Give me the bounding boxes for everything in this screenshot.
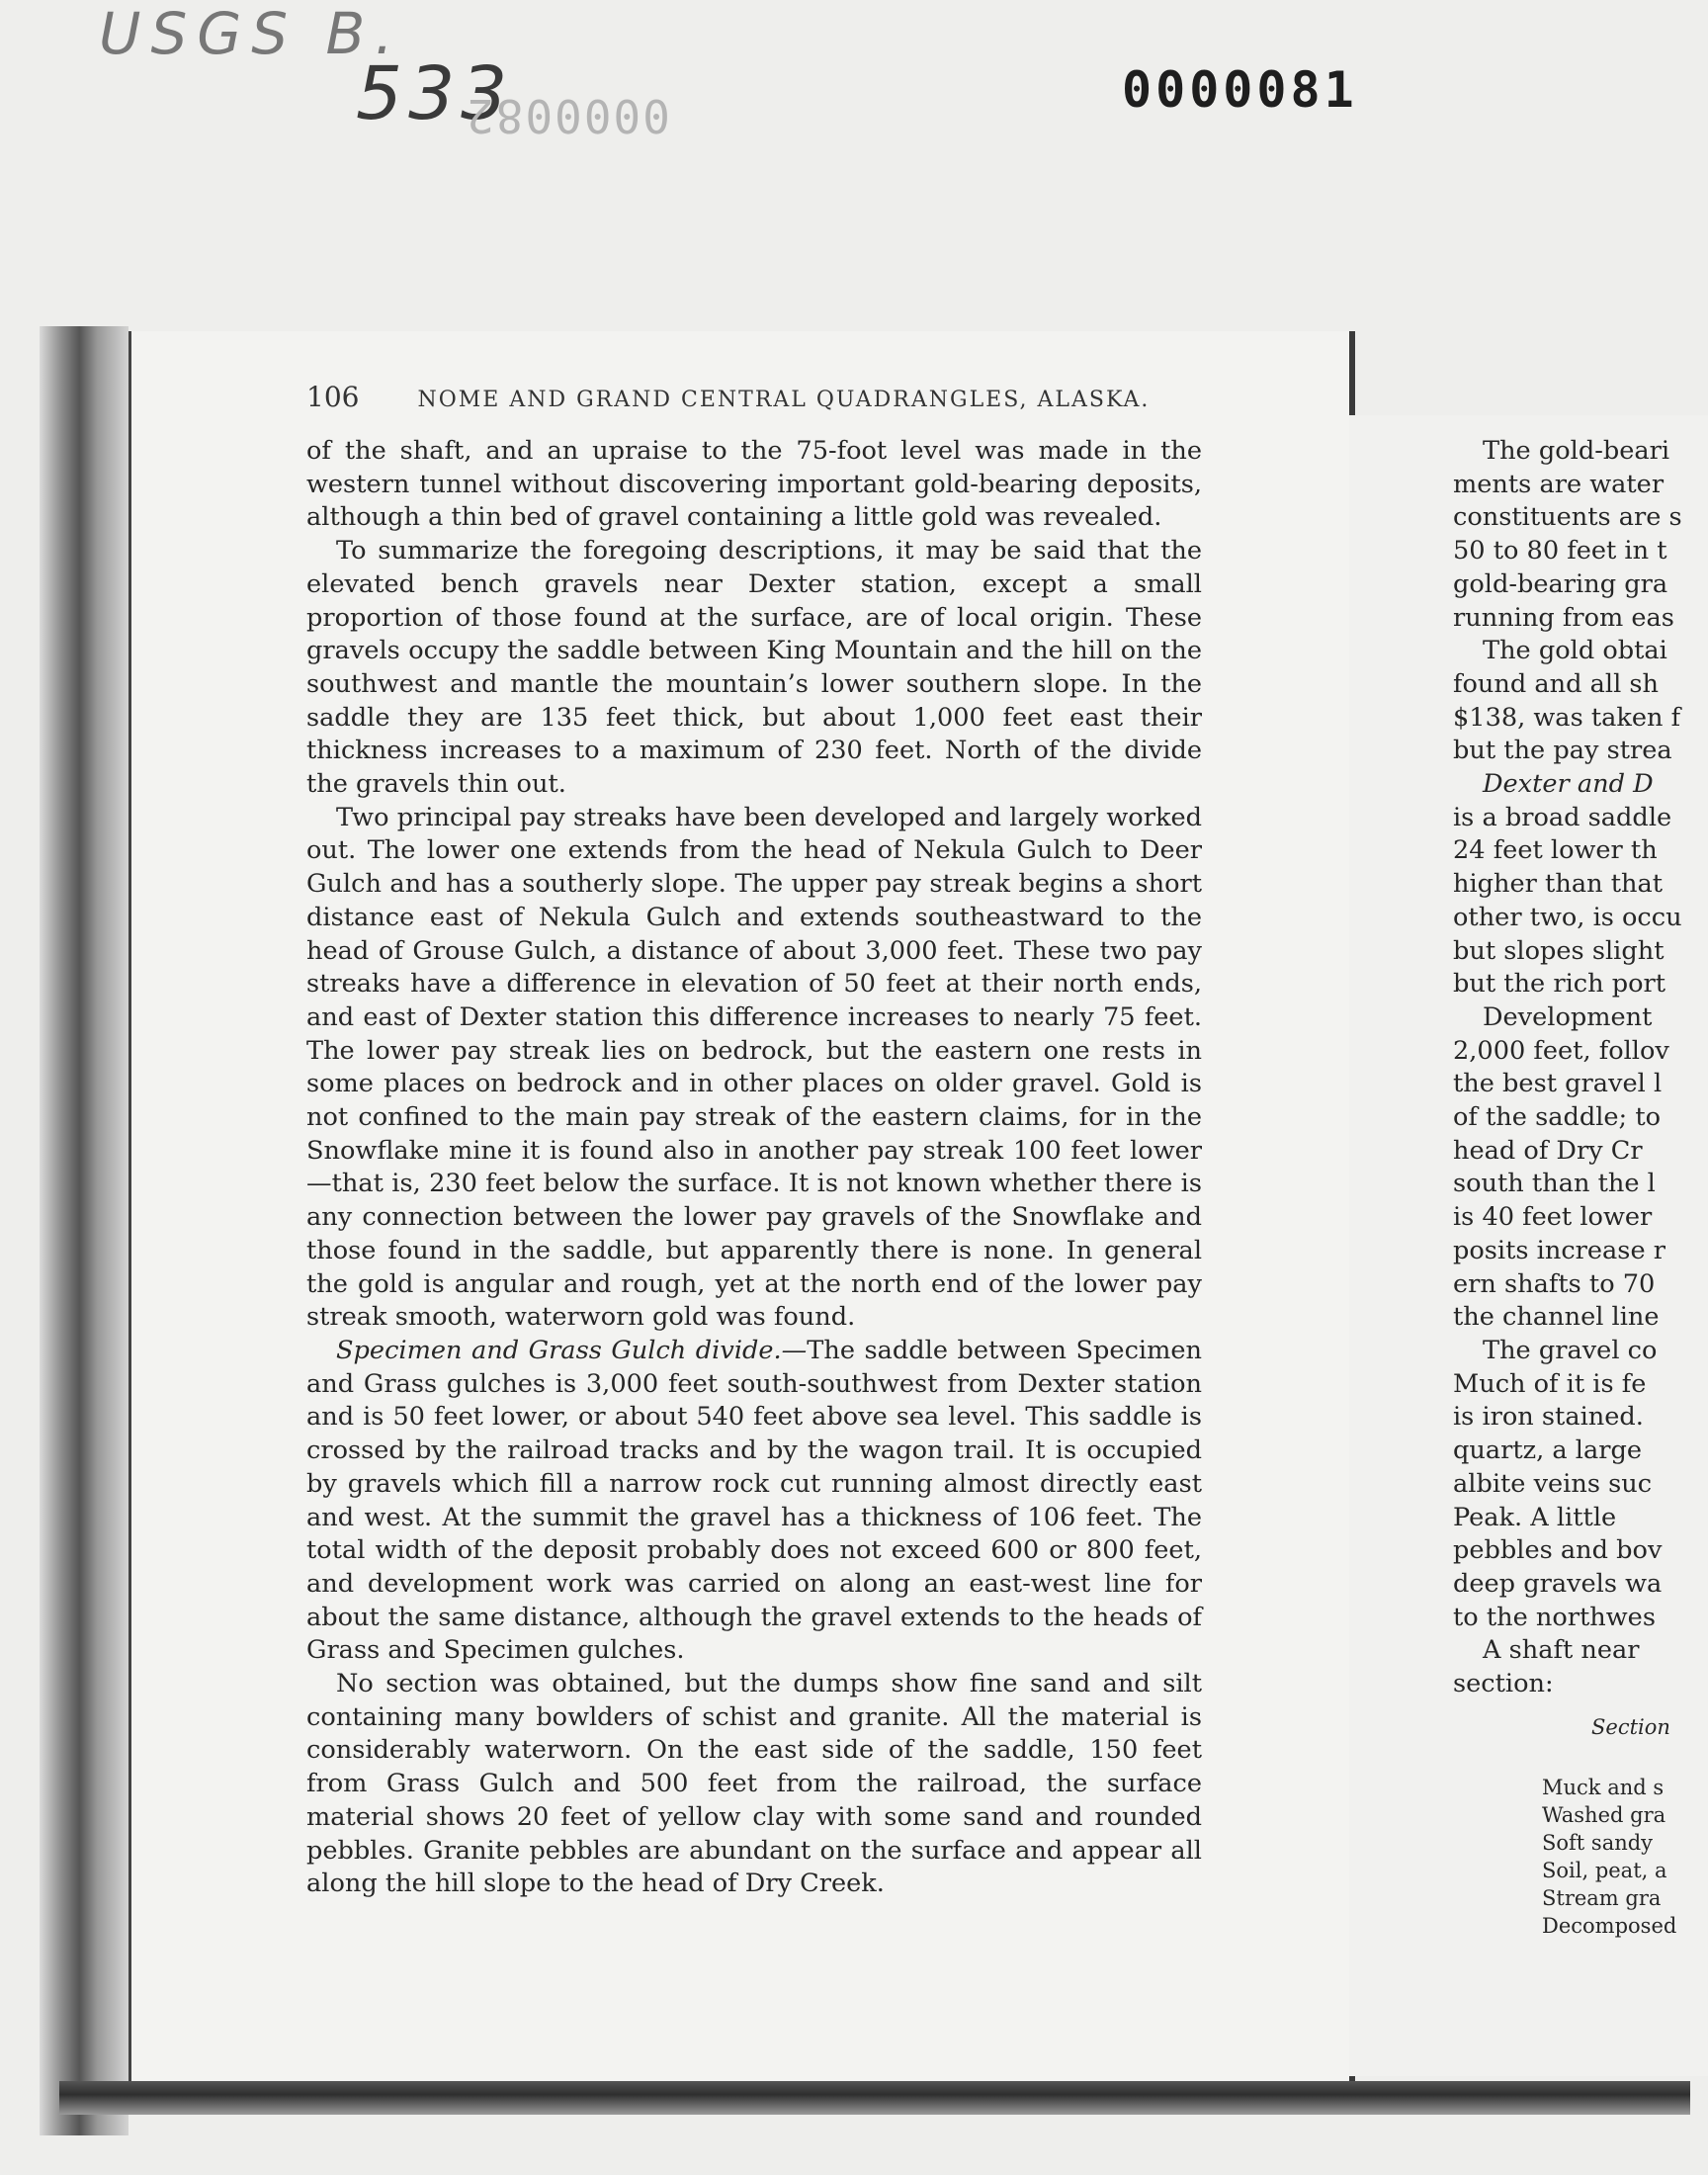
stamp-number: 0000081 bbox=[1122, 61, 1358, 119]
right-line: pebbles and bov bbox=[1453, 1535, 1663, 1566]
page-header bbox=[306, 381, 1150, 413]
right-line: is 40 feet lower bbox=[1453, 1202, 1653, 1233]
right-line-italic: Dexter and D bbox=[1483, 769, 1654, 800]
right-line: head of Dry Cr bbox=[1453, 1135, 1643, 1166]
section-table-row: Soil, peat, a bbox=[1542, 1859, 1667, 1883]
paragraph-5: No section was obtained, but the dumps show fine sand and silt containing many bowlders of schist and granite. All the material is considerably waterworn. On the east side of the saddle, 150 feet from Grass Gulch and 500 feet from the railroad, the surface material shows 20 feet of yellow clay with some sand and rounded pebbles. Granite pebbles are abundant on the surface and appear all along the hill slope to the head of Dry Creek. bbox=[306, 1669, 1202, 1899]
right-line: 50 to 80 feet in t bbox=[1453, 536, 1667, 566]
right-line: higher than that bbox=[1453, 869, 1664, 900]
section-table-row: Stream gra bbox=[1542, 1886, 1662, 1911]
right-line: $138, was taken f bbox=[1453, 702, 1681, 733]
right-line: ments are water bbox=[1453, 469, 1665, 499]
main-text-column bbox=[306, 435, 1202, 1901]
right-line: quartz, a large bbox=[1453, 1436, 1643, 1466]
scan-binding-shadow bbox=[40, 326, 128, 2135]
right-line: the best gravel l bbox=[1453, 1069, 1663, 1099]
right-line: other two, is occu bbox=[1453, 902, 1682, 932]
section-table-row: Soft sandy bbox=[1542, 1831, 1654, 1856]
section-table-row: Decomposed bbox=[1542, 1914, 1677, 1939]
paragraph-4-text: The saddle between Specimen and Grass gulches is 3,000 feet south-southwest from Dexter station and is 50 feet lower, or about 540 feet above sea level. This saddle is crossed by the railroad tracks and by the wagon trail. It is occupied by gravels which fill a narrow rock cut running almost directly east and west. At the summit the gravel has a thickness of 106 feet. The total width of the deposit probably does not exceed 600 or 800 feet, and development work was carried on along an east-west line for about the same distance, although the gravel extends to the heads of Grass and Specimen gulches. bbox=[306, 1335, 1202, 1666]
right-line: but slopes slight bbox=[1453, 935, 1665, 966]
paragraph-2: To summarize the foregoing descriptions, it may be said that the elevated bench gravels near Dexter station, except a small proportion of those found at the surface, are of local origin. These gravels occupy the saddle between King Mountain and the hill on the southwest and mantle the mountain’s lower southern slope. In the saddle they are 135 feet thick, but about 1,000 feet east their thickness increases to a maximum of 230 feet. North of the divide the gravels thin out. bbox=[306, 536, 1202, 800]
section-table-row: Muck and s bbox=[1542, 1776, 1665, 1800]
right-line: A shaft near bbox=[1483, 1635, 1640, 1666]
right-line: deep gravels wa bbox=[1453, 1568, 1663, 1599]
paragraph-1: of the shaft, and an upraise to the 75-foot level was made in the western tunnel without discovering important gold-bearing deposits, although a thin bed of gravel containing a little gold was revealed. bbox=[306, 436, 1202, 533]
scan-bottom-shadow bbox=[59, 2081, 1690, 2115]
right-line: Much of it is fe bbox=[1453, 1368, 1647, 1399]
faded-stamp-number: 0000082 bbox=[465, 89, 670, 142]
paragraph-4 bbox=[306, 1335, 1202, 1668]
right-line: Development bbox=[1483, 1001, 1653, 1032]
right-line: to the northwes bbox=[1453, 1602, 1656, 1632]
right-line: The gravel co bbox=[1483, 1335, 1658, 1365]
right-line: is iron stained. bbox=[1453, 1402, 1644, 1433]
right-line: of the saddle; to bbox=[1453, 1102, 1662, 1133]
right-line: found and all sh bbox=[1453, 668, 1660, 699]
right-line: is a broad saddle bbox=[1453, 802, 1672, 832]
right-line: but the rich port bbox=[1453, 969, 1666, 1000]
right-line: 24 feet lower th bbox=[1453, 835, 1658, 866]
right-line: The gold-beari bbox=[1483, 436, 1670, 466]
right-line: section: bbox=[1453, 1669, 1554, 1699]
handwritten-annotation-number: 533 bbox=[356, 51, 514, 136]
right-line: 2,000 feet, follov bbox=[1453, 1035, 1669, 1066]
right-line: ern shafts to 70 bbox=[1453, 1268, 1656, 1299]
right-line: albite veins suc bbox=[1453, 1468, 1653, 1499]
right-line: gold-bearing gra bbox=[1453, 568, 1668, 599]
right-line: posits increase r bbox=[1453, 1235, 1665, 1265]
section-subheading: Specimen and Grass Gulch divide.— bbox=[336, 1335, 808, 1365]
right-line: The gold obtai bbox=[1483, 636, 1667, 666]
running-title: NOME AND GRAND CENTRAL QUADRANGLES, ALASKA. bbox=[417, 388, 1151, 412]
handwritten-annotation-top: USGS B. bbox=[99, 0, 403, 67]
right-line: running from eas bbox=[1453, 602, 1674, 633]
right-line: constituents are s bbox=[1453, 502, 1682, 533]
right-text-column bbox=[1453, 435, 1708, 1940]
section-caption: Section bbox=[1591, 1714, 1670, 1739]
right-line: south than the l bbox=[1453, 1169, 1656, 1199]
section-table-row: Washed gra bbox=[1542, 1803, 1666, 1828]
right-line: but the pay strea bbox=[1453, 736, 1672, 766]
page-number: 106 bbox=[306, 381, 360, 413]
paragraph-3: Two principal pay streaks have been developed and largely worked out. The lower one extends from the head of Nekula Gulch to Deer Gulch and has a southerly slope. The upper pay streak begins a short distance east of Nekula Gulch and extends southeastward to the head of Grouse Gulch, a distance of about 3,000 feet. These two pay streaks have a difference in elevation of 50 feet at their north ends, and east of Dexter station this difference increases to nearly 75 feet. The lower pay streak lies on bedrock, but the eastern one rests in some places on bedrock and in other places on older gravel. Gold is not confined to the main pay streak of the eastern claims, for in the Snowflake mine it is found also in another pay streak 100 feet lower—that is, 230 feet below the surface. It is not known whether there is any connection between the lower pay gravels of the Snowflake and those found in the saddle, but apparently there is none. In general the gold is angular and rough, yet at the north end of the lower pay streak smooth, waterworn gold was found. bbox=[306, 802, 1202, 1333]
right-line: Peak. A little bbox=[1453, 1502, 1617, 1532]
right-line: the channel line bbox=[1453, 1302, 1660, 1333]
